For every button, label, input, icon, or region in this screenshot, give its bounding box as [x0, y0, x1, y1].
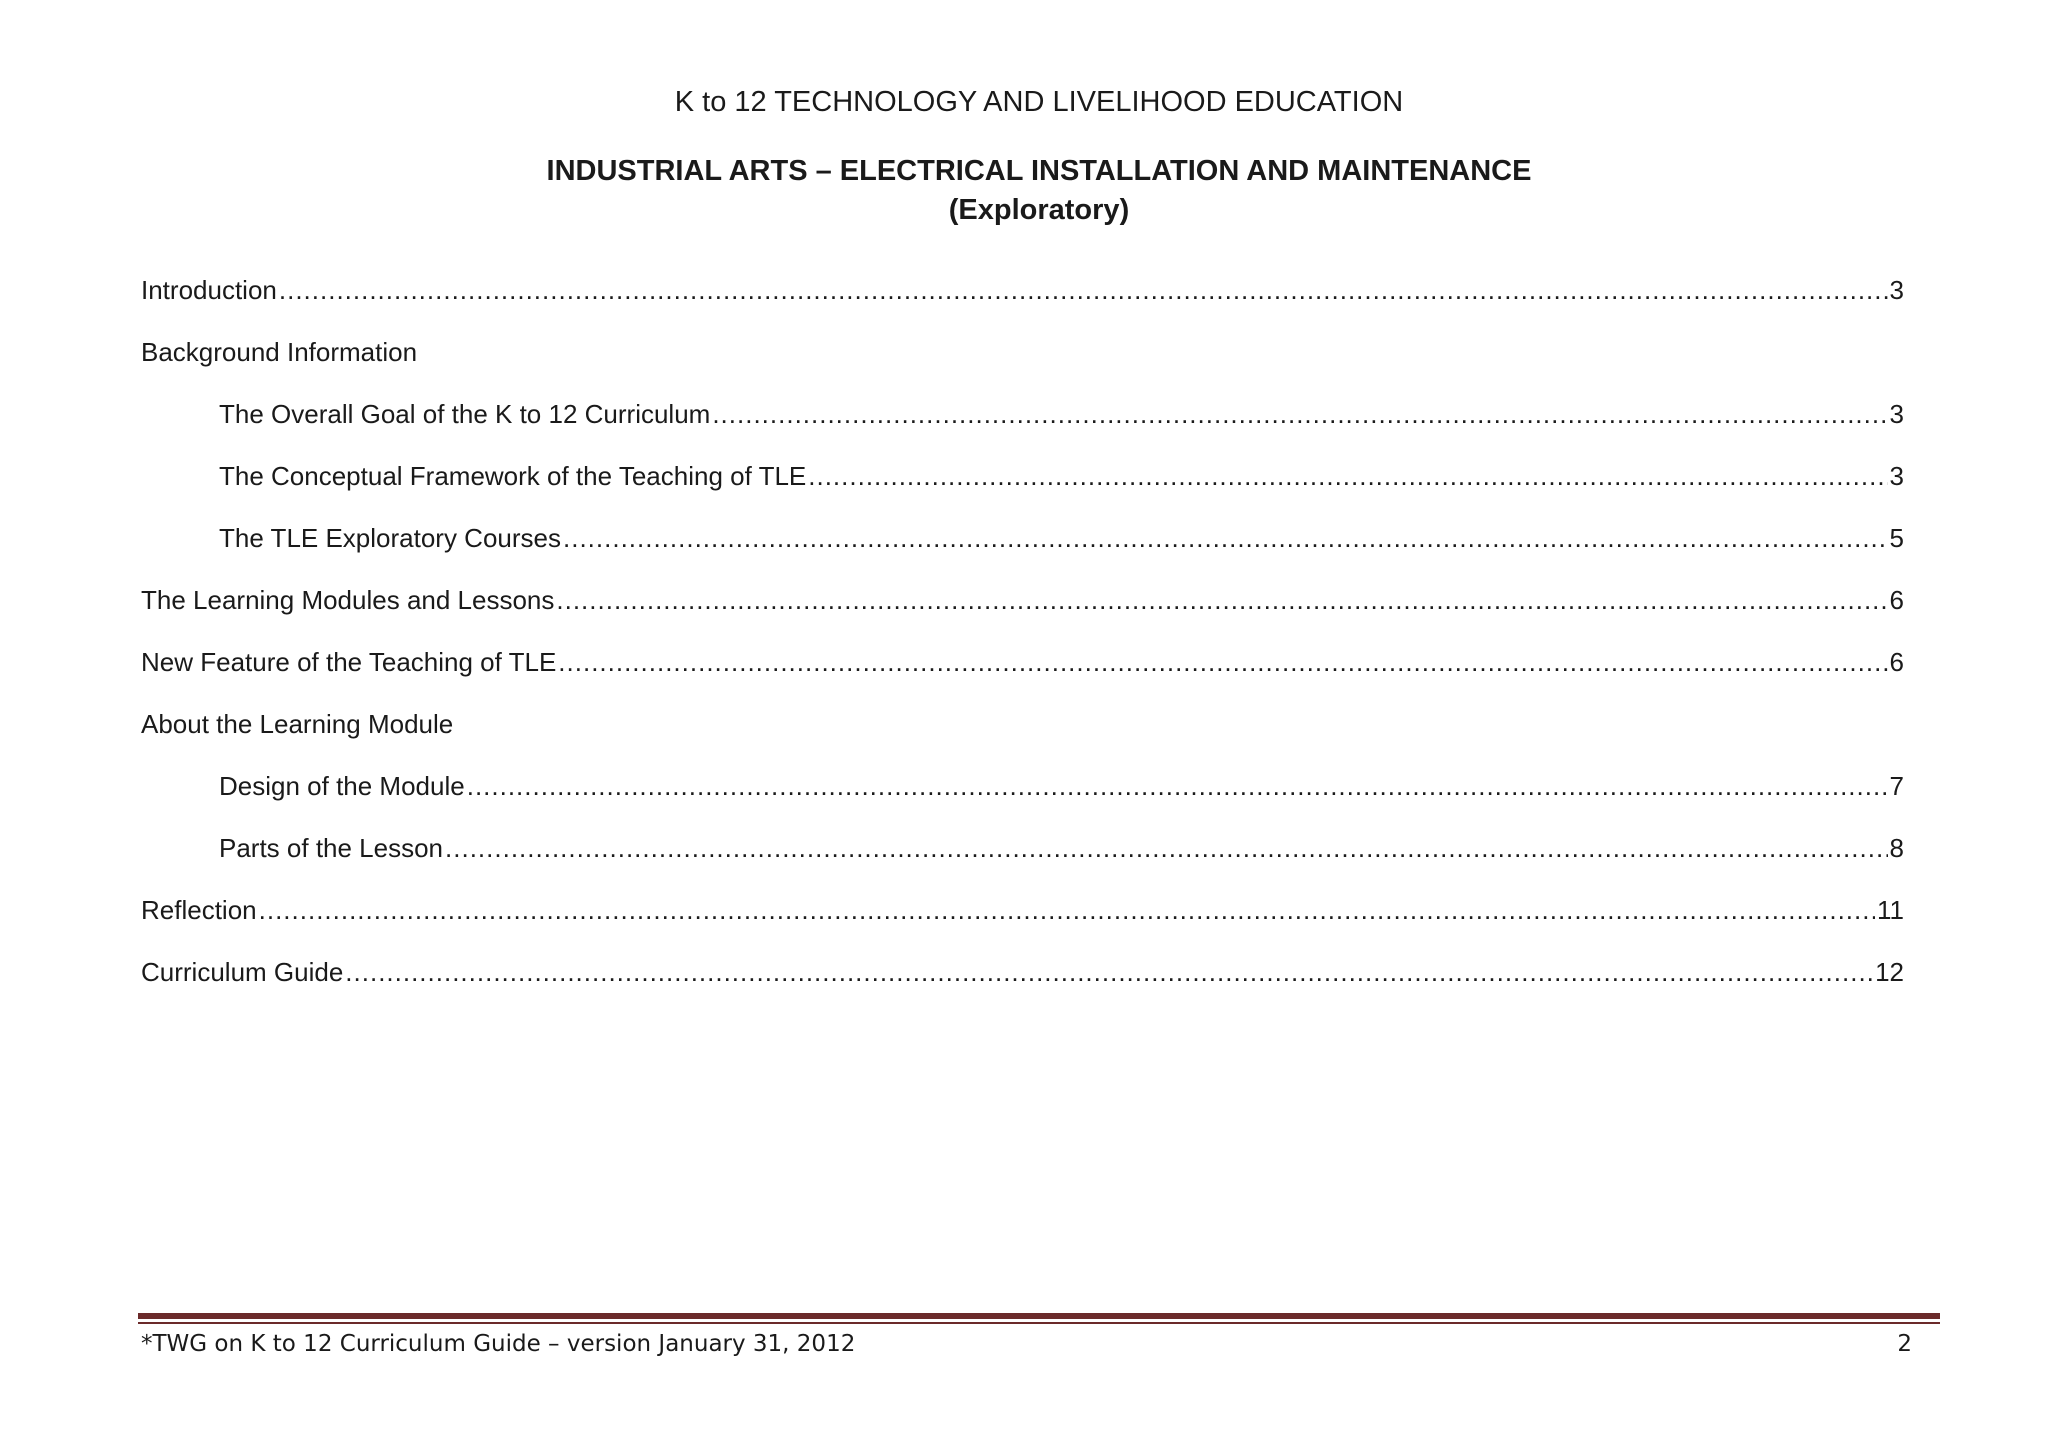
toc-entry-overall-goal[interactable]: [141, 396, 1904, 458]
table-of-contents: [141, 272, 1904, 1016]
toc-dot-leader: [445, 830, 1888, 866]
toc-entry-page: 3: [1889, 275, 1904, 305]
toc-dot-leader: [712, 396, 1887, 432]
toc-entry-new-feature[interactable]: [141, 644, 1904, 706]
toc-dot-leader: [345, 954, 1873, 990]
toc-entry-label: The Conceptual Framework of the Teaching of TLE: [219, 461, 807, 491]
toc-entry-label: The Overall Goal of the K to 12 Curriculum: [219, 399, 711, 429]
toc-entry-exploratory-courses[interactable]: [141, 520, 1904, 582]
toc-entry-page: 7: [1889, 771, 1904, 801]
toc-dot-leader: [259, 892, 1875, 928]
toc-entry-label: Design of the Module: [219, 771, 465, 801]
toc-entry-conceptual-framework[interactable]: [141, 458, 1904, 520]
toc-entry-about-learning-module[interactable]: [141, 706, 1904, 768]
toc-dot-leader: [558, 644, 1887, 680]
toc-entry-reflection[interactable]: [141, 892, 1904, 954]
footer-divider-thick: [138, 1313, 1940, 1319]
subtitle-line-1: INDUSTRIAL ARTS – ELECTRICAL INSTALLATION AND MAINTENANCE: [546, 155, 1532, 187]
toc-dot-leader: [563, 520, 1888, 556]
toc-entry-page: 11: [1877, 895, 1904, 925]
toc-entry-design-of-module[interactable]: [141, 768, 1904, 830]
footer-version-note: *TWG on K to 12 Curriculum Guide – version January 31, 2012: [141, 1331, 856, 1357]
toc-entry-curriculum-guide[interactable]: [141, 954, 1904, 1016]
toc-entry-label: Reflection: [141, 895, 257, 925]
subtitle-line-2: (Exploratory): [948, 194, 1130, 226]
toc-entry-page: 5: [1889, 523, 1904, 553]
toc-dot-leader: [467, 768, 1888, 804]
toc-entry-parts-of-lesson[interactable]: [141, 830, 1904, 892]
toc-dot-leader: [556, 582, 1887, 618]
toc-entry-page: 3: [1889, 461, 1904, 491]
toc-entry-label: Curriculum Guide: [141, 957, 344, 987]
document-subtitle: [0, 152, 2048, 230]
toc-entry-background-information[interactable]: [141, 334, 1904, 396]
toc-entry-page: 3: [1889, 399, 1904, 429]
toc-entry-learning-modules[interactable]: [141, 582, 1904, 644]
toc-entry-introduction[interactable]: [141, 272, 1904, 334]
toc-entry-label: Background Information: [141, 337, 418, 367]
toc-entry-page: 8: [1889, 833, 1904, 863]
toc-entry-label: New Feature of the Teaching of TLE: [141, 647, 557, 677]
footer-divider-thin: [138, 1322, 1940, 1324]
footer-page-number: 2: [1897, 1331, 1912, 1357]
toc-entry-page: 12: [1875, 957, 1904, 987]
toc-dot-leader: [808, 458, 1887, 494]
document-title: K to 12 TECHNOLOGY AND LIVELIHOOD EDUCATION: [674, 86, 1404, 118]
toc-dot-leader: [279, 272, 1888, 308]
toc-entry-label: Introduction: [141, 275, 277, 305]
toc-entry-page: 6: [1889, 585, 1904, 615]
toc-entry-label: Parts of the Lesson: [219, 833, 444, 863]
toc-entry-label: About the Learning Module: [141, 709, 454, 739]
toc-entry-label: The Learning Modules and Lessons: [141, 585, 555, 615]
toc-entry-page: 6: [1889, 647, 1904, 677]
toc-entry-label: The TLE Exploratory Courses: [219, 523, 561, 553]
